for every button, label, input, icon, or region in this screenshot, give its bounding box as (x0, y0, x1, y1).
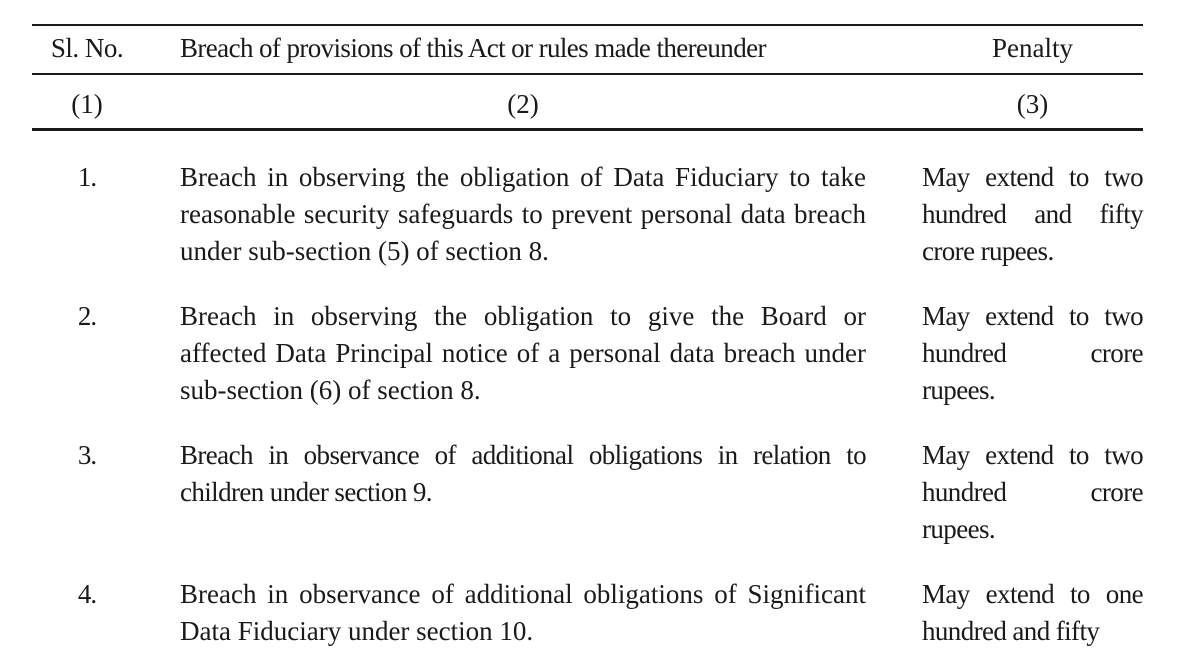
row-penalty-text: May extend to two hundred crore rupees. (922, 440, 1143, 544)
header-rule (32, 73, 1143, 75)
header-breach: Breach of provisions of this Act or rules made thereunder (180, 33, 766, 63)
row-penalty-text: May extend to one hundred and fifty (922, 579, 1143, 646)
row-serial-number: 2. (77, 301, 97, 331)
header-sl-no: Sl. No. (50, 33, 124, 63)
row-breach-text: Breach in observing the obligation of Data Fiduciary to take reasonable security safeguards to prevent personal data breach under sub-section (5) of section 8. (180, 162, 866, 266)
row-serial-number: 3. (77, 440, 97, 470)
column-number-3: (3) (1016, 89, 1049, 119)
row-serial-number: 4. (77, 579, 97, 609)
column-number-2: (2) (507, 89, 539, 119)
table-top-rule (32, 24, 1143, 26)
row-breach-text: Breach in observance of additional obligations in relation to children under section 9. (180, 440, 866, 507)
row-breach-text: Breach in observing the obligation to give the Board or affected Data Principal notice of a personal data breach under sub-section (6) of section 8. (180, 301, 866, 405)
row-serial-number: 1. (77, 162, 97, 192)
header-penalty: Penalty (992, 33, 1073, 63)
column-number-rule (32, 128, 1143, 131)
column-number-1: (1) (71, 89, 103, 119)
row-breach-text: Breach in observance of additional obligations of Significant Data Fiduciary under section 10. (180, 579, 866, 646)
row-penalty-text: May extend to two hundred and fifty crore rupees. (922, 162, 1143, 266)
row-penalty-text: May extend to two hundred crore rupees. (922, 301, 1143, 405)
